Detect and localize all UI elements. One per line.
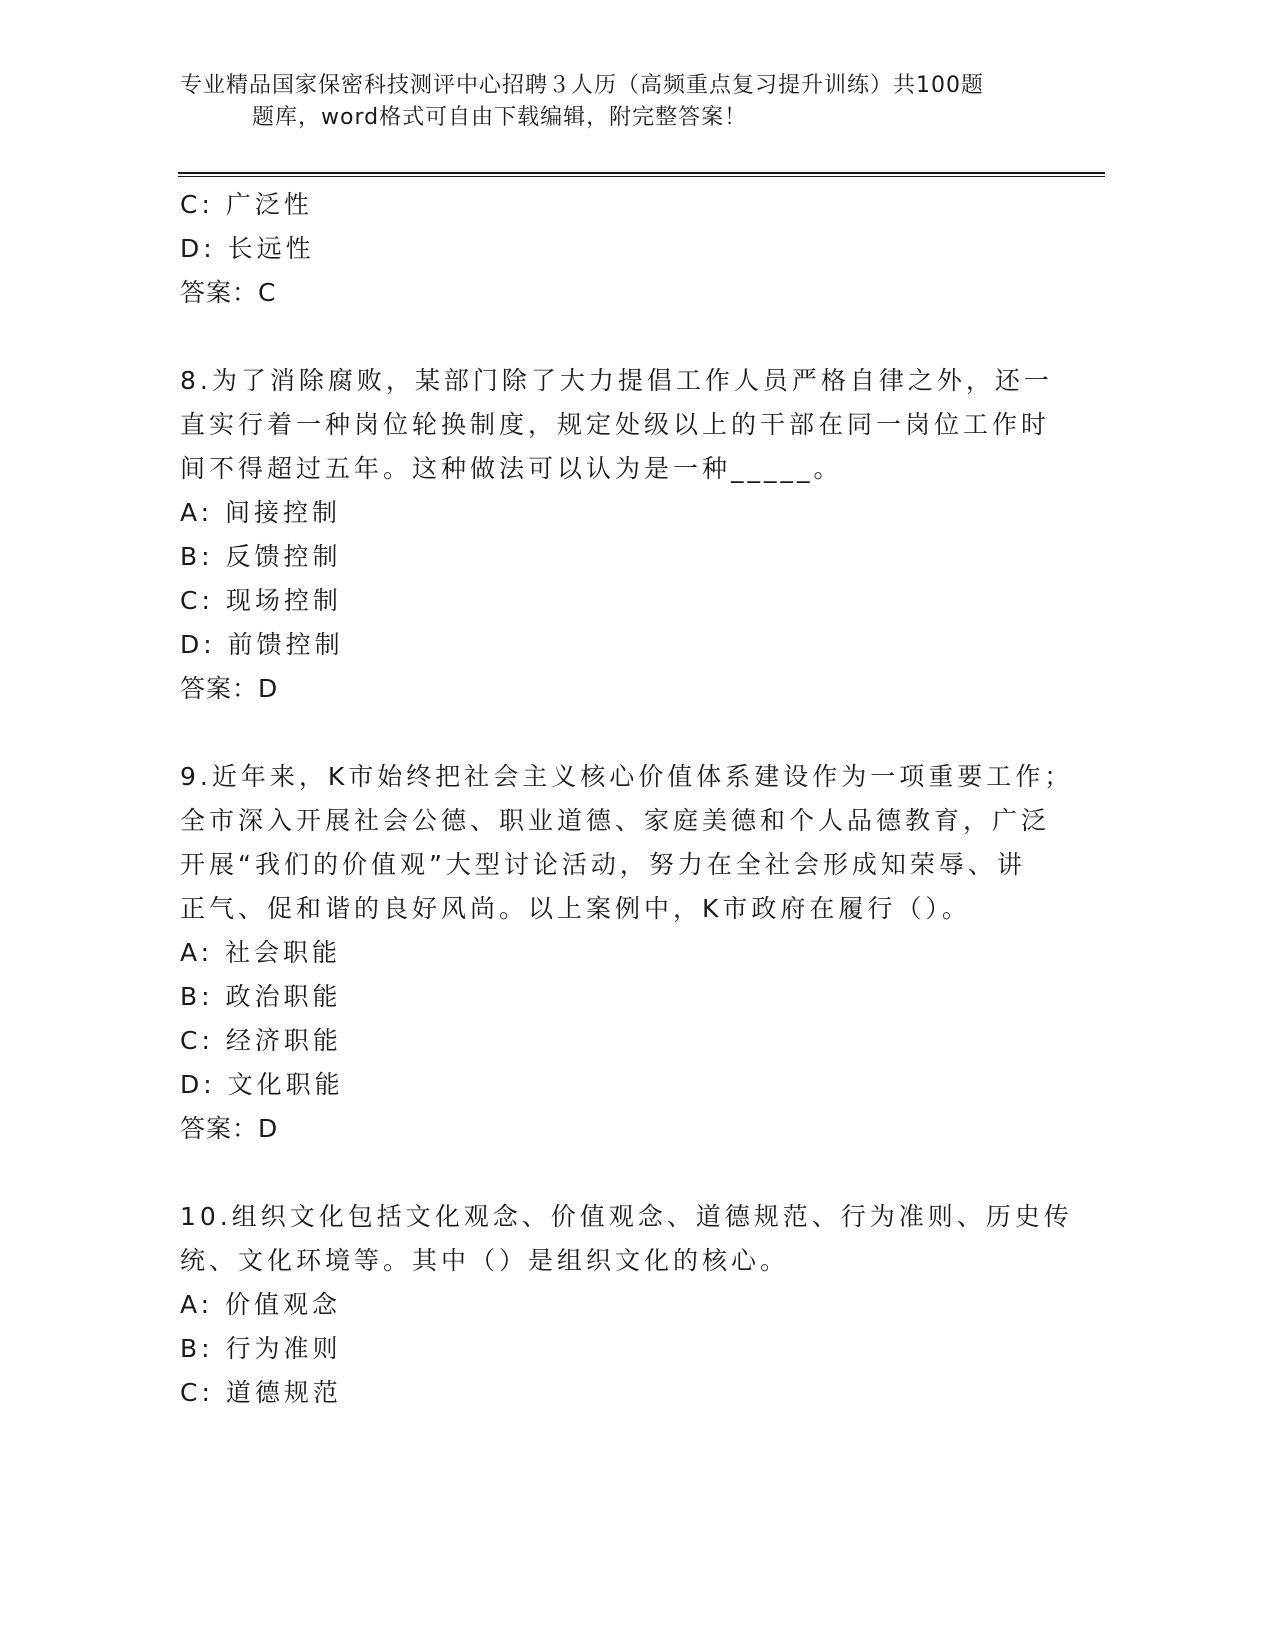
question-text-line: 8.为了消除腐败，某部门除了大力提倡工作人员严格自律之外，还一 [180,366,1053,395]
option-d: D: 前馈控制 [180,630,344,659]
header-title-line-2: 题库，word格式可自由下载编辑，附完整答案！ [252,105,748,130]
header-title-line-1: 专业精品国家保密科技测评中心招聘３人历（高频重点复习提升训练）共100题 [180,73,984,98]
option-b: B: 反馈控制 [180,542,342,571]
answer-line: 答案：C [180,278,277,307]
question-gap [180,1151,1040,1195]
question-text-line: 10.组织文化包括文化观念、价值观念、道德规范、行为准则、历史传 [180,1202,1073,1231]
answer-line: 答案：D [180,674,279,703]
question-10 [180,1195,1073,1415]
question-7-continued [180,183,1040,315]
question-8 [180,359,1053,711]
document-body [180,183,1074,1415]
option-c: C: 道德规范 [180,1378,342,1407]
option-c: C: 广泛性 [180,190,313,219]
question-gap [180,315,1040,359]
question-gap [180,711,1040,755]
question-text-line: 9.近年来，K市始终把社会主义核心价值体系建设作为一项重要工作； [180,762,1074,791]
option-c: C: 现场控制 [180,586,342,615]
option-d: D: 文化职能 [180,1070,344,1099]
answer-line: 答案：D [180,1114,279,1143]
question-text-line: 正气、促和谐的良好风尚。以上案例中，K市政府在履行（）。 [180,894,971,923]
option-b: B: 行为准则 [180,1334,342,1363]
document-header [180,70,1080,134]
option-a: A: 价值观念 [180,1290,342,1319]
header-divider-thin [178,176,1105,177]
question-9 [180,755,1074,1151]
question-text-line: 统、文化环境等。其中（）是组织文化的核心。 [180,1246,790,1275]
question-text-line: 直实行着一种岗位轮换制度，规定处级以上的干部在同一岗位工作时 [180,410,1051,439]
option-a: A: 间接控制 [180,498,342,527]
option-c: C: 经济职能 [180,1026,342,1055]
option-d: D: 长远性 [180,234,315,263]
question-text-line: 全市深入开展社会公德、职业道德、家庭美德和个人品德教育，广泛 [180,806,1051,835]
option-a: A: 社会职能 [180,938,342,967]
question-text-line: 开展“我们的价值观”大型讨论活动，努力在全社会形成知荣辱、讲 [180,850,1026,879]
option-b: B: 政治职能 [180,982,342,1011]
header-divider-thick [178,172,1105,174]
question-text-line: 间不得超过五年。这种做法可以认为是一种_____。 [180,454,843,483]
